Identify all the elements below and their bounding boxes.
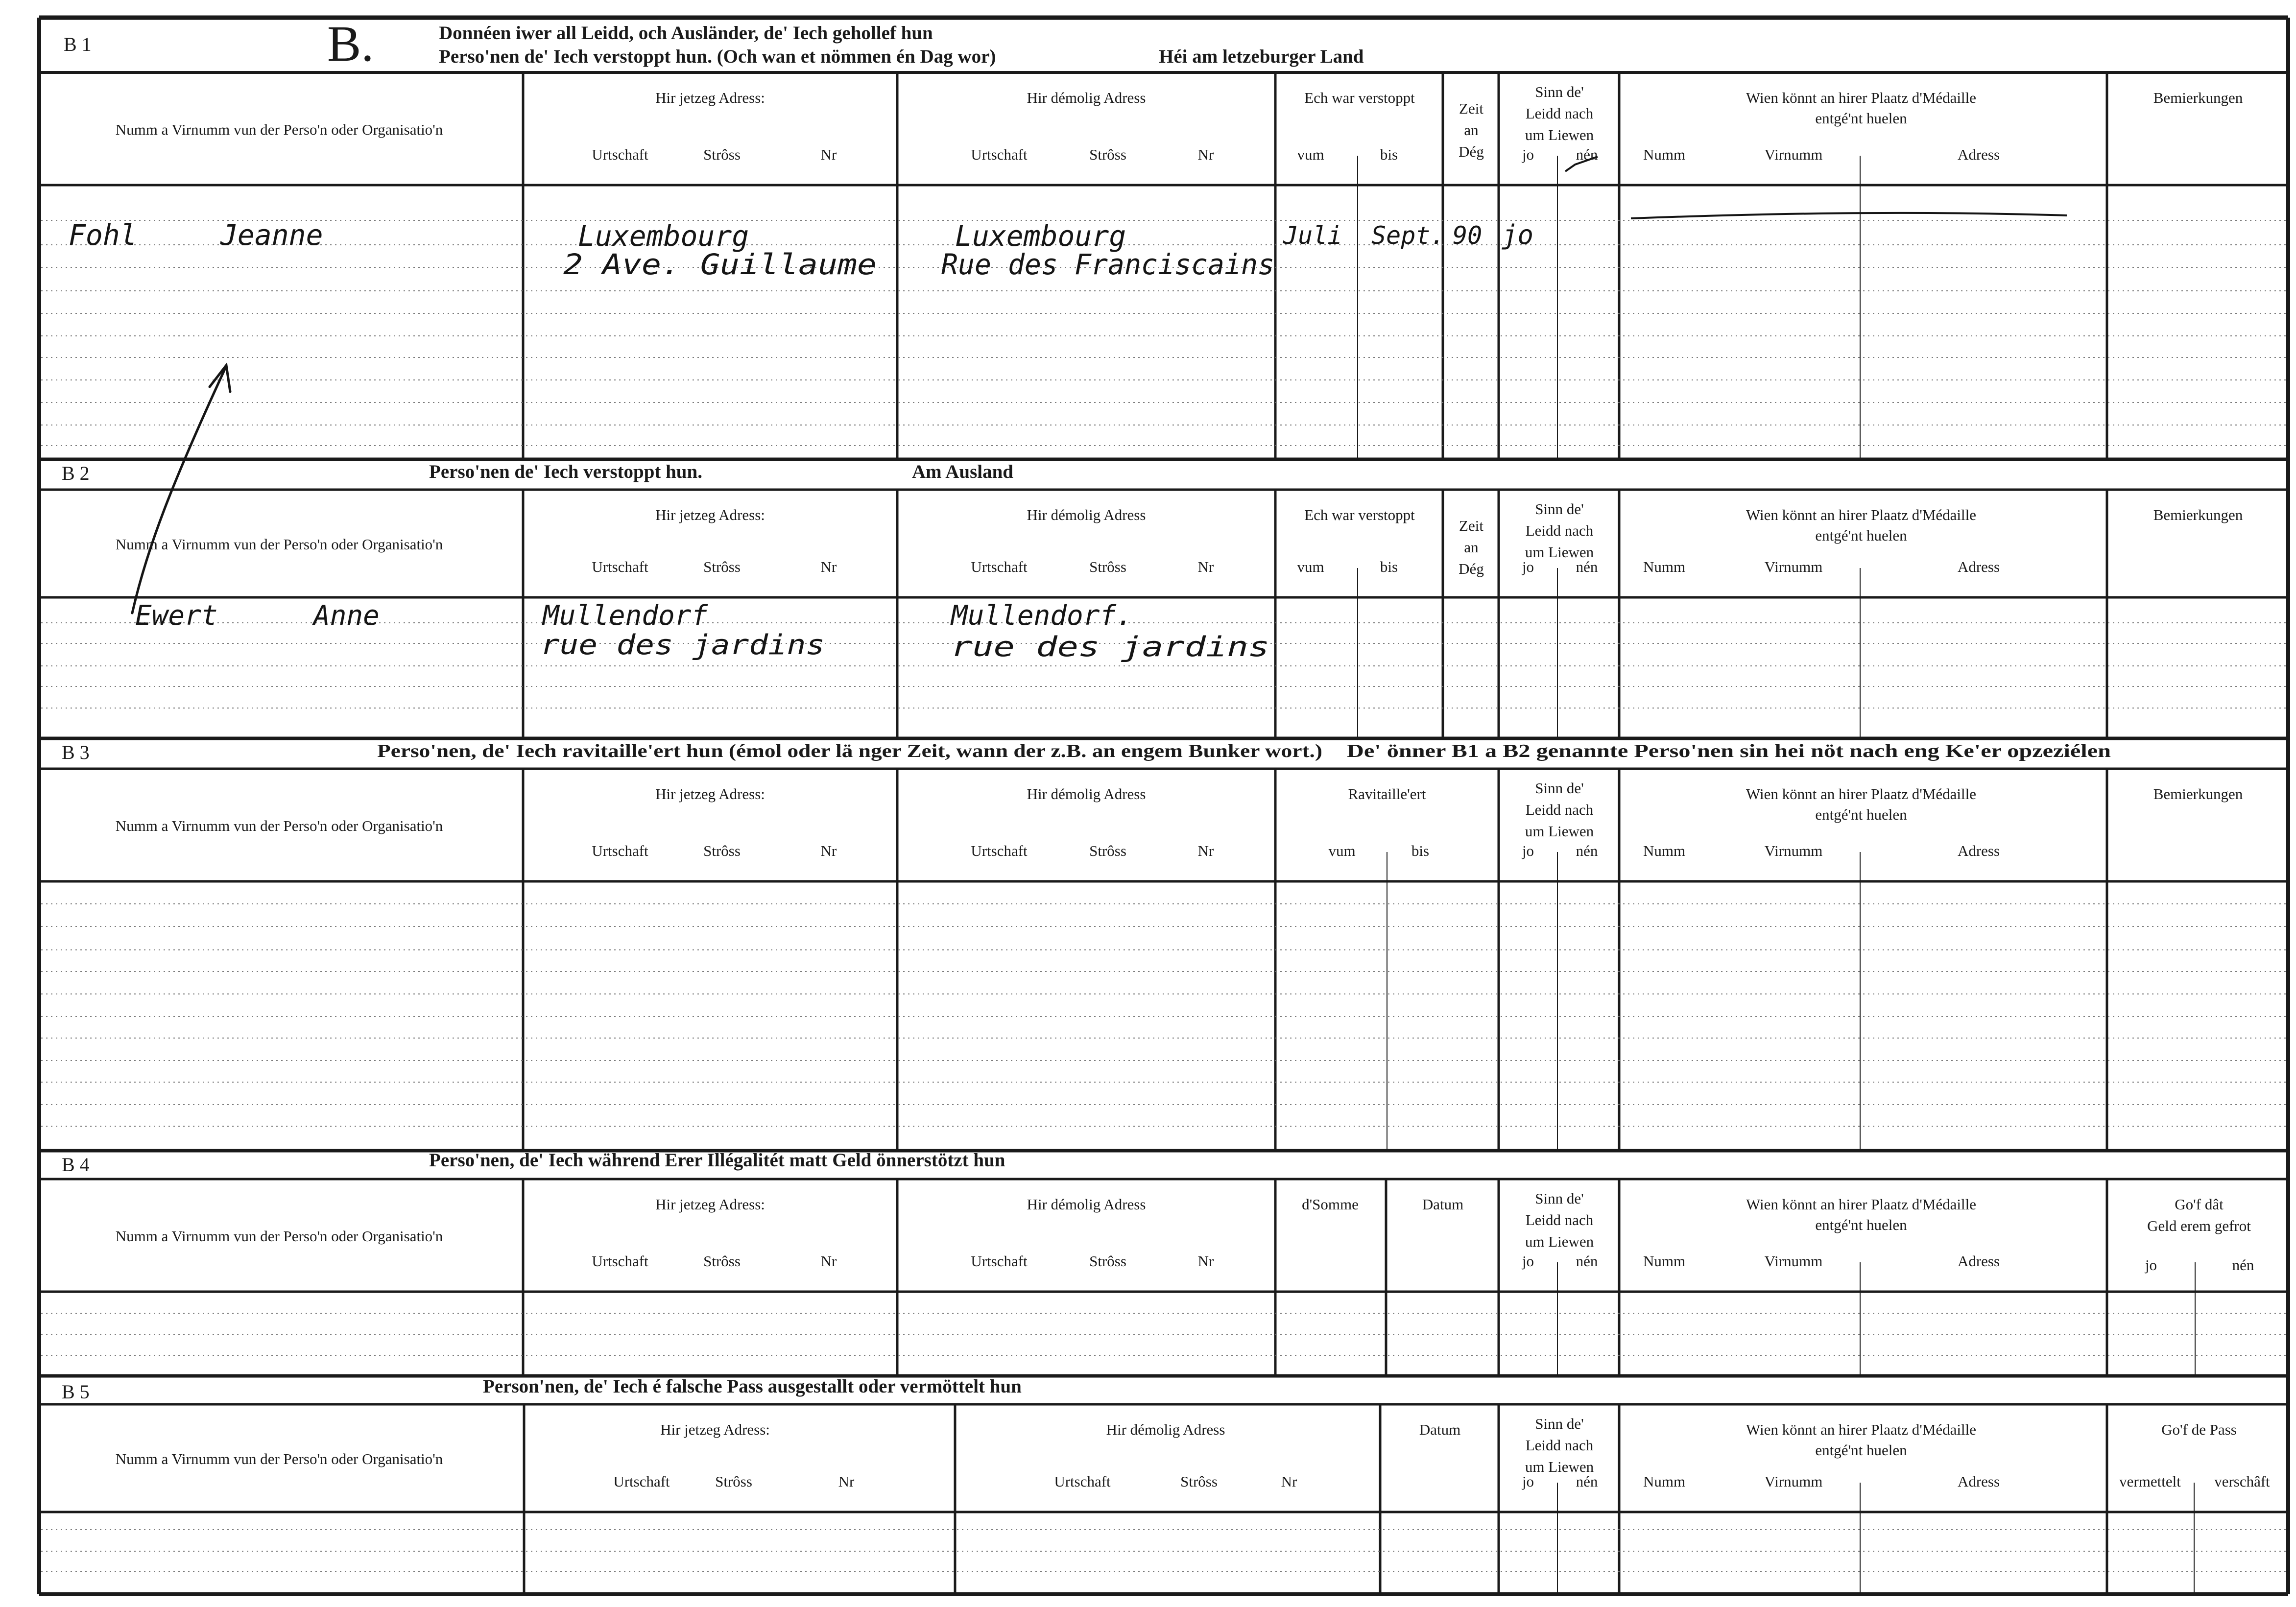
b2-header-alive-line2: Leidd nach <box>1525 522 1594 539</box>
b3-title: Perso'nen, de' Iech ravitaille'ert hun (émol oder lä nger Zeit, wann der z.B. an engem Bunker wort.) <box>377 741 1322 761</box>
b2-header-name: Numm a Virnumm vun der Perso'n oder Organisatio'n <box>115 536 443 553</box>
b2-header-time-deg: Dég <box>1459 560 1484 577</box>
b2-header-alive: Sinn de' <box>1535 500 1584 518</box>
b1-header-time-deg: Dég <box>1459 143 1484 160</box>
b5-header-medal-line2: entgé'nt huelen <box>1815 1442 1907 1459</box>
b2-header-former-address: Hir démolig Adress <box>1027 506 1146 523</box>
b2-header-hidden: Ech war verstoppt <box>1304 506 1415 523</box>
b1-entry-days: 90 <box>1453 221 1483 250</box>
b5-header-current-number: Nr <box>838 1473 855 1490</box>
b3-header-alive: Sinn de' <box>1535 780 1584 797</box>
b1-header-current-street: Strôss <box>703 146 741 163</box>
b4-header-date: Datum <box>1422 1196 1464 1213</box>
b2-header-time-an: an <box>1464 539 1479 556</box>
b1-entry-alive-yes: jo <box>1502 219 1534 250</box>
b5-header-alive: Sinn de' <box>1535 1415 1584 1432</box>
b4-header-money-no: nén <box>2232 1256 2254 1274</box>
b3-header-medal-address: Adress <box>1957 842 2000 859</box>
b2-header-time: Zeit <box>1459 517 1483 534</box>
b5-header-former-number: Nr <box>1281 1473 1297 1490</box>
b4-header-medal: Wien könnt an hirer Plaatz d'Médaille <box>1746 1196 1977 1213</box>
b2-entry-former-street: rue des jardins <box>951 631 1269 663</box>
b1-header-medal: Wien könnt an hirer Plaatz d'Médaille <box>1746 89 1977 106</box>
b1-header-former-number: Nr <box>1197 146 1214 163</box>
section-b-letter: B. <box>327 16 374 72</box>
b4-header-money-given-line2: Geld erem gefrot <box>2147 1217 2251 1234</box>
b3-header-current-place: Urtschaft <box>592 842 648 859</box>
b5-header-pass: Go'f de Pass <box>2161 1421 2237 1438</box>
b3-header-former-place: Urtschaft <box>971 842 1028 859</box>
b3-header-current-address: Hir jetzeg Adress: <box>655 785 765 803</box>
b2-header-remarks: Bemierkungen <box>2153 506 2243 523</box>
b5-header-pass-arranged: vermettelt <box>2119 1473 2181 1490</box>
b5-header-medal: Wien könnt an hirer Plaatz d'Médaille <box>1746 1421 1977 1438</box>
b1-header-time-an: an <box>1464 121 1479 139</box>
b3-header-current-number: Nr <box>820 842 837 859</box>
b3-header-medal-firstname: Virnumm <box>1764 842 1823 859</box>
b4-header-money-yes: jo <box>2145 1256 2157 1274</box>
b5-header-former-place: Urtschaft <box>1054 1473 1111 1490</box>
b2-header-former-street: Strôss <box>1089 558 1126 575</box>
b3-code: B 3 <box>62 741 90 763</box>
b2-header-medal-line2: entgé'nt huelen <box>1815 527 1907 544</box>
b1-entry-from: Juli <box>1283 221 1342 250</box>
b2-title-place: Am Ausland <box>912 461 1013 482</box>
b4-header-alive: Sinn de' <box>1535 1190 1584 1207</box>
b3-header-medal: Wien könnt an hirer Plaatz d'Médaille <box>1746 785 1977 803</box>
b1-header-hidden: Ech war verstoppt <box>1304 89 1415 106</box>
b4-header-current-place: Urtschaft <box>592 1253 648 1270</box>
b3-header-supplied: Ravitaille'ert <box>1348 785 1426 803</box>
b4-header-former-address: Hir démolig Adress <box>1027 1196 1146 1213</box>
b1-entry-former-street: Rue des Franciscains <box>941 248 1274 281</box>
b5-header-alive-no: nén <box>1576 1473 1598 1490</box>
b1-header-alive-yes: jo <box>1522 146 1534 163</box>
b5-header-alive-line2: Leidd nach <box>1525 1437 1594 1454</box>
b3-header-from: vum <box>1328 842 1356 859</box>
b5-header-date: Datum <box>1419 1421 1461 1438</box>
b5-header-alive-yes: jo <box>1522 1473 1534 1490</box>
b5-header-pass-obtained: verschâft <box>2214 1473 2270 1490</box>
b4-header-medal-address: Adress <box>1957 1253 2000 1270</box>
b1-header-current-address: Hir jetzeg Adress: <box>655 89 765 106</box>
b4-header-medal-firstname: Virnumm <box>1764 1253 1823 1270</box>
b2-code: B 2 <box>62 462 90 484</box>
b4-header-current-street: Strôss <box>703 1253 741 1270</box>
b3-header-remarks: Bemierkungen <box>2153 785 2243 803</box>
b1-header-alive-line2: Leidd nach <box>1525 105 1594 122</box>
b2-header-medal-address: Adress <box>1957 558 2000 575</box>
b5-header-current-address: Hir jetzeg Adress: <box>660 1421 770 1438</box>
b1-title-line1: Donnéen iwer all Leidd, och Ausländer, de' Iech gehollef hun <box>439 23 933 44</box>
b1-header-former-address: Hir démolig Adress <box>1027 89 1146 106</box>
b1-header-current-number: Nr <box>820 146 837 163</box>
b1-title-place: Héi am letzeburger Land <box>1159 46 1364 67</box>
b5-header-name: Numm a Virnumm vun der Perso'n oder Organisatio'n <box>115 1450 443 1467</box>
b4-header-alive-line2: Leidd nach <box>1525 1211 1594 1229</box>
b5-header-current-place: Urtschaft <box>613 1473 670 1490</box>
b4-header-former-number: Nr <box>1197 1253 1214 1270</box>
b1-header-from: vum <box>1297 146 1324 163</box>
b3-header-former-number: Nr <box>1197 842 1214 859</box>
b4-header-name: Numm a Virnumm vun der Perso'n oder Organisatio'n <box>115 1228 443 1245</box>
b1-entry-current-place: Luxembourg <box>578 219 749 253</box>
b5-header-current-street: Strôss <box>715 1473 752 1490</box>
b2-header-to: bis <box>1380 558 1398 575</box>
b5-header-medal-address: Adress <box>1957 1473 2000 1490</box>
b5-code: B 5 <box>62 1381 90 1403</box>
b3-header-former-address: Hir démolig Adress <box>1027 785 1146 803</box>
b5-header-former-street: Strôss <box>1180 1473 1218 1490</box>
b2-title: Perso'nen de' Iech verstoppt hun. <box>429 461 702 482</box>
b2-entry-current-street: rue des jardins <box>541 629 825 661</box>
b2-header-former-number: Nr <box>1197 558 1214 575</box>
b1-entry-surname: Fohl <box>69 218 137 252</box>
b3-header-alive-yes: jo <box>1522 842 1534 859</box>
b5-header-former-address: Hir démolig Adress <box>1106 1421 1225 1438</box>
b3-title-note: De' önner B1 a B2 genannte Perso'nen sin hei nöt nach eng Ke'er opzeziélen <box>1347 741 2111 761</box>
b3-header-medal-name: Numm <box>1643 842 1686 859</box>
b4-header-money-given: Go'f dât <box>2175 1196 2224 1213</box>
b4-header-current-address: Hir jetzeg Adress: <box>655 1196 765 1213</box>
b3-header-alive-line2: Leidd nach <box>1525 801 1594 818</box>
b2-entry-firstname: Anne <box>313 600 380 632</box>
b1-header-medal-firstname: Virnumm <box>1764 146 1823 163</box>
b4-header-medal-line2: entgé'nt huelen <box>1815 1216 1907 1233</box>
b2-header-from: vum <box>1297 558 1324 575</box>
b4-header-alive-line3: um Liewen <box>1525 1233 1594 1250</box>
b2-header-alive-yes: jo <box>1522 558 1534 575</box>
b1-header-former-street: Strôss <box>1089 146 1126 163</box>
b2-header-medal: Wien könnt an hirer Plaatz d'Médaille <box>1746 506 1977 523</box>
b3-header-current-street: Strôss <box>703 842 741 859</box>
b5-header-alive-line3: um Liewen <box>1525 1458 1594 1475</box>
b2-header-medal-firstname: Virnumm <box>1764 558 1823 575</box>
b2-header-current-address: Hir jetzeg Adress: <box>655 506 765 523</box>
b1-entry-firstname: Jeanne <box>220 218 323 252</box>
b3-header-former-street: Strôss <box>1089 842 1126 859</box>
b2-header-current-street: Strôss <box>703 558 741 575</box>
b3-header-medal-line2: entgé'nt huelen <box>1815 806 1907 823</box>
b4-code: B 4 <box>62 1154 90 1176</box>
b5-header-medal-name: Numm <box>1643 1473 1686 1490</box>
b4-header-former-street: Strôss <box>1089 1253 1126 1270</box>
b1-header-medal-address: Adress <box>1957 146 2000 163</box>
b4-header-alive-no: nén <box>1576 1253 1598 1270</box>
b1-header-alive: Sinn de' <box>1535 83 1584 100</box>
b2-entry-surname: Ewert <box>135 600 218 632</box>
b1-header-alive-no: nén <box>1576 146 1598 163</box>
b2-entry-former-place: Mullendorf. <box>951 600 1133 632</box>
b5-header-medal-firstname: Virnumm <box>1764 1473 1823 1490</box>
b1-header-name: Numm a Virnumm vun der Perso'n oder Organisatio'n <box>115 121 443 138</box>
b1-header-current-place: Urtschaft <box>592 146 648 163</box>
b3-header-alive-no: nén <box>1576 842 1598 859</box>
b1-header-former-place: Urtschaft <box>971 146 1028 163</box>
b2-header-alive-no: nén <box>1576 558 1598 575</box>
b4-header-medal-name: Numm <box>1643 1253 1686 1270</box>
b4-header-alive-yes: jo <box>1522 1253 1534 1270</box>
b4-header-current-number: Nr <box>820 1253 837 1270</box>
b2-entry-current-place: Mullendorf <box>543 600 708 632</box>
b1-title-line2: Perso'nen de' Iech verstoppt hun. (Och wan et nömmen én Dag wor) <box>439 46 996 67</box>
b2-header-current-number: Nr <box>820 558 837 575</box>
b1-header-medal-line2: entgé'nt huelen <box>1815 110 1907 127</box>
b1-header-remarks: Bemierkungen <box>2153 89 2243 106</box>
b1-entry-current-street: 2 Ave. Guillaume <box>563 248 877 281</box>
b1-entry-former-place: Luxembourg <box>955 219 1126 253</box>
b1-header-time: Zeit <box>1459 100 1483 117</box>
b3-header-to: bis <box>1411 842 1430 859</box>
b1-header-to: bis <box>1380 146 1398 163</box>
b4-header-sum: d'Somme <box>1302 1196 1359 1213</box>
b2-header-former-place: Urtschaft <box>971 558 1028 575</box>
b2-header-current-place: Urtschaft <box>592 558 648 575</box>
b2-header-medal-name: Numm <box>1643 558 1686 575</box>
b2-header-alive-line3: um Liewen <box>1525 544 1594 561</box>
b1-code: B 1 <box>64 33 92 55</box>
b3-header-name: Numm a Virnumm vun der Perso'n oder Organisatio'n <box>115 817 443 834</box>
b4-header-former-place: Urtschaft <box>971 1253 1028 1270</box>
b4-title: Perso'nen, de' Iech während Erer Illégalitét matt Geld önnerstötzt hun <box>429 1150 1005 1171</box>
b1-header-medal-name: Numm <box>1643 146 1686 163</box>
b5-title: Person'nen, de' Iech é falsche Pass ausgestallt oder vermöttelt hun <box>483 1376 1022 1397</box>
b1-entry-to: Sept. <box>1371 221 1445 250</box>
b3-header-alive-line3: um Liewen <box>1525 823 1594 840</box>
b1-header-alive-line3: um Liewen <box>1525 126 1594 143</box>
